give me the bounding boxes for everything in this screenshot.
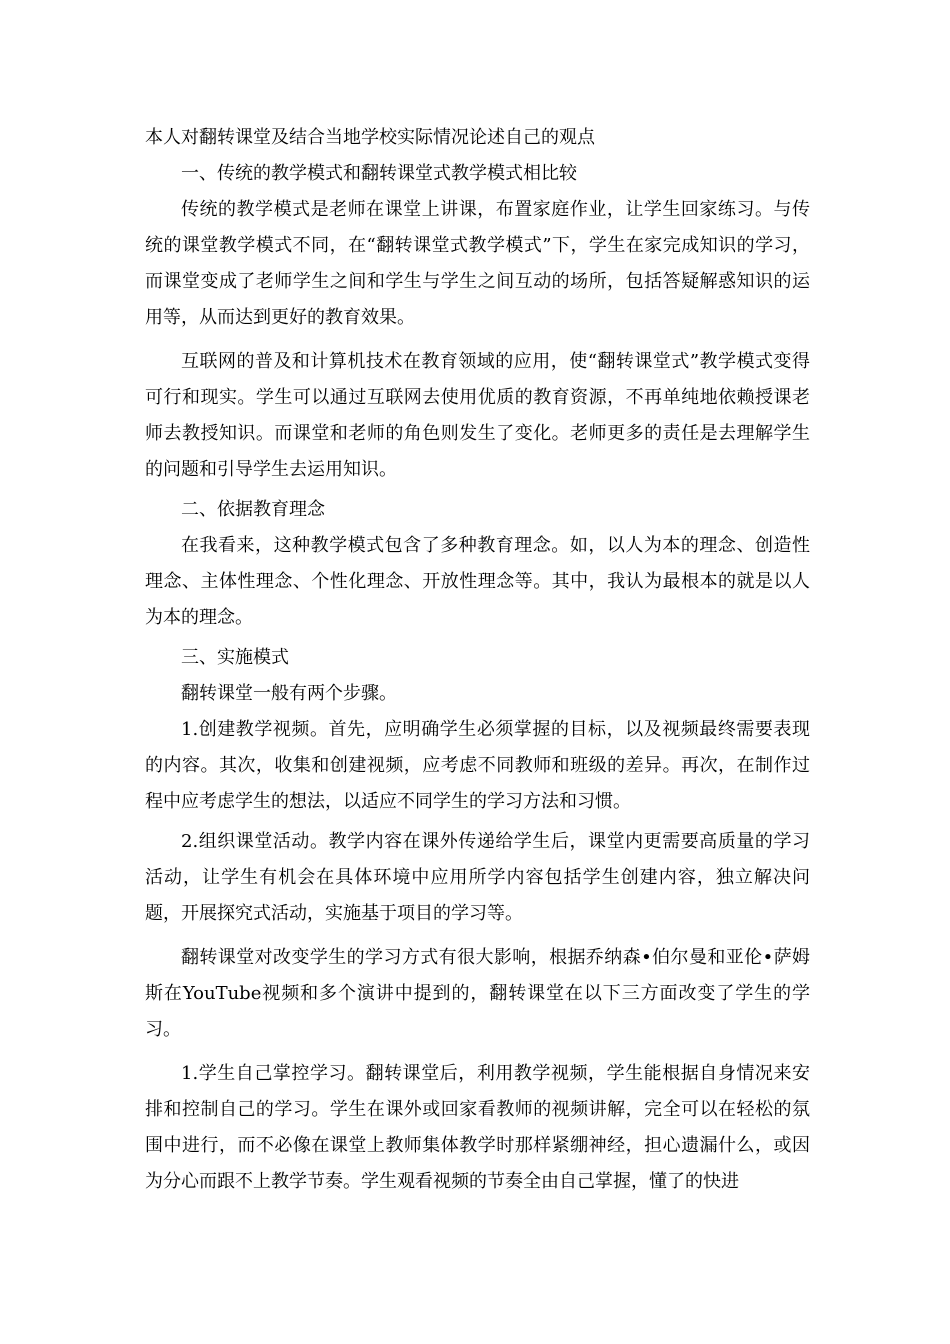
paragraph-two-steps: 翻转课堂一般有两个步骤。	[181, 683, 397, 704]
paragraph-self-control: 1.学生自己掌控学习。翻转课堂后，利用教学视频，学生能根据自身情况来安排和控制自己的学习。学生在课外或回家看教师的视频讲解，完全可以在轻松的氛围中进行，而不必像在课堂上教师集体教学时那样紧绷神经，担心遗漏什么，或因为分心而跟不上教学节奏。学生观看视频的节奏全由自己掌握，懂了的快进	[145, 1063, 810, 1192]
section-heading-1: 一、传统的教学模式和翻转课堂式教学模式相比较	[181, 163, 577, 184]
paragraph-step-2: 2.组织课堂活动。教学内容在课外传递给学生后，课堂内更需要高质量的学习活动，让学生有机会在具体环境中应用所学内容包括学生创建内容，独立解决问题，开展探究式活动，实施基于项目的学习等。	[145, 831, 810, 924]
paragraph-internet: 互联网的普及和计算机技术在教育领域的应用，使“翻转课堂式”教学模式变得可行和现实。学生可以通过互联网去使用优质的教育资源，不再单纯地依赖授课老师去教授知识。而课堂和老师的角色则发生了变化。老师更多的责任是去理解学生的问题和引导学生去运用知识。	[145, 351, 810, 480]
document-body	[145, 120, 810, 1200]
section-heading-2: 二、依据教育理念	[181, 499, 325, 520]
paragraph-step-1: 1.创建教学视频。首先，应明确学生必须掌握的目标，以及视频最终需要表现的内容。其次，收集和创建视频，应考虑不同教师和班级的差异。再次，在制作过程中应考虑学生的想法，以适应不同学生的学习方法和习惯。	[145, 719, 810, 812]
paragraph-impact: 翻转课堂对改变学生的学习方式有很大影响，根据乔纳森•伯尔曼和亚伦•萨姆斯在YouTube视频和多个演讲中提到的，翻转课堂在以下三方面改变了学生的学习。	[145, 947, 810, 1040]
paragraph-philosophy: 在我看来，这种教学模式包含了多种教育理念。如，以人为本的理念、创造性理念、主体性理念、个性化理念、开放性理念等。其中，我认为最根本的就是以人为本的理念。	[145, 535, 810, 628]
paragraph-traditional-model: 传统的教学模式是老师在课堂上讲课，布置家庭作业，让学生回家练习。与传统的课堂教学模式不同，在“翻转课堂式教学模式”下，学生在家完成知识的学习，而课堂变成了老师学生之间和学生与学生之间互动的场所，包括答疑解惑知识的运用等，从而达到更好的教育效果。	[145, 199, 810, 328]
document-title: 本人对翻转课堂及结合当地学校实际情况论述自己的观点	[145, 127, 595, 148]
section-heading-3: 三、实施模式	[181, 647, 289, 668]
